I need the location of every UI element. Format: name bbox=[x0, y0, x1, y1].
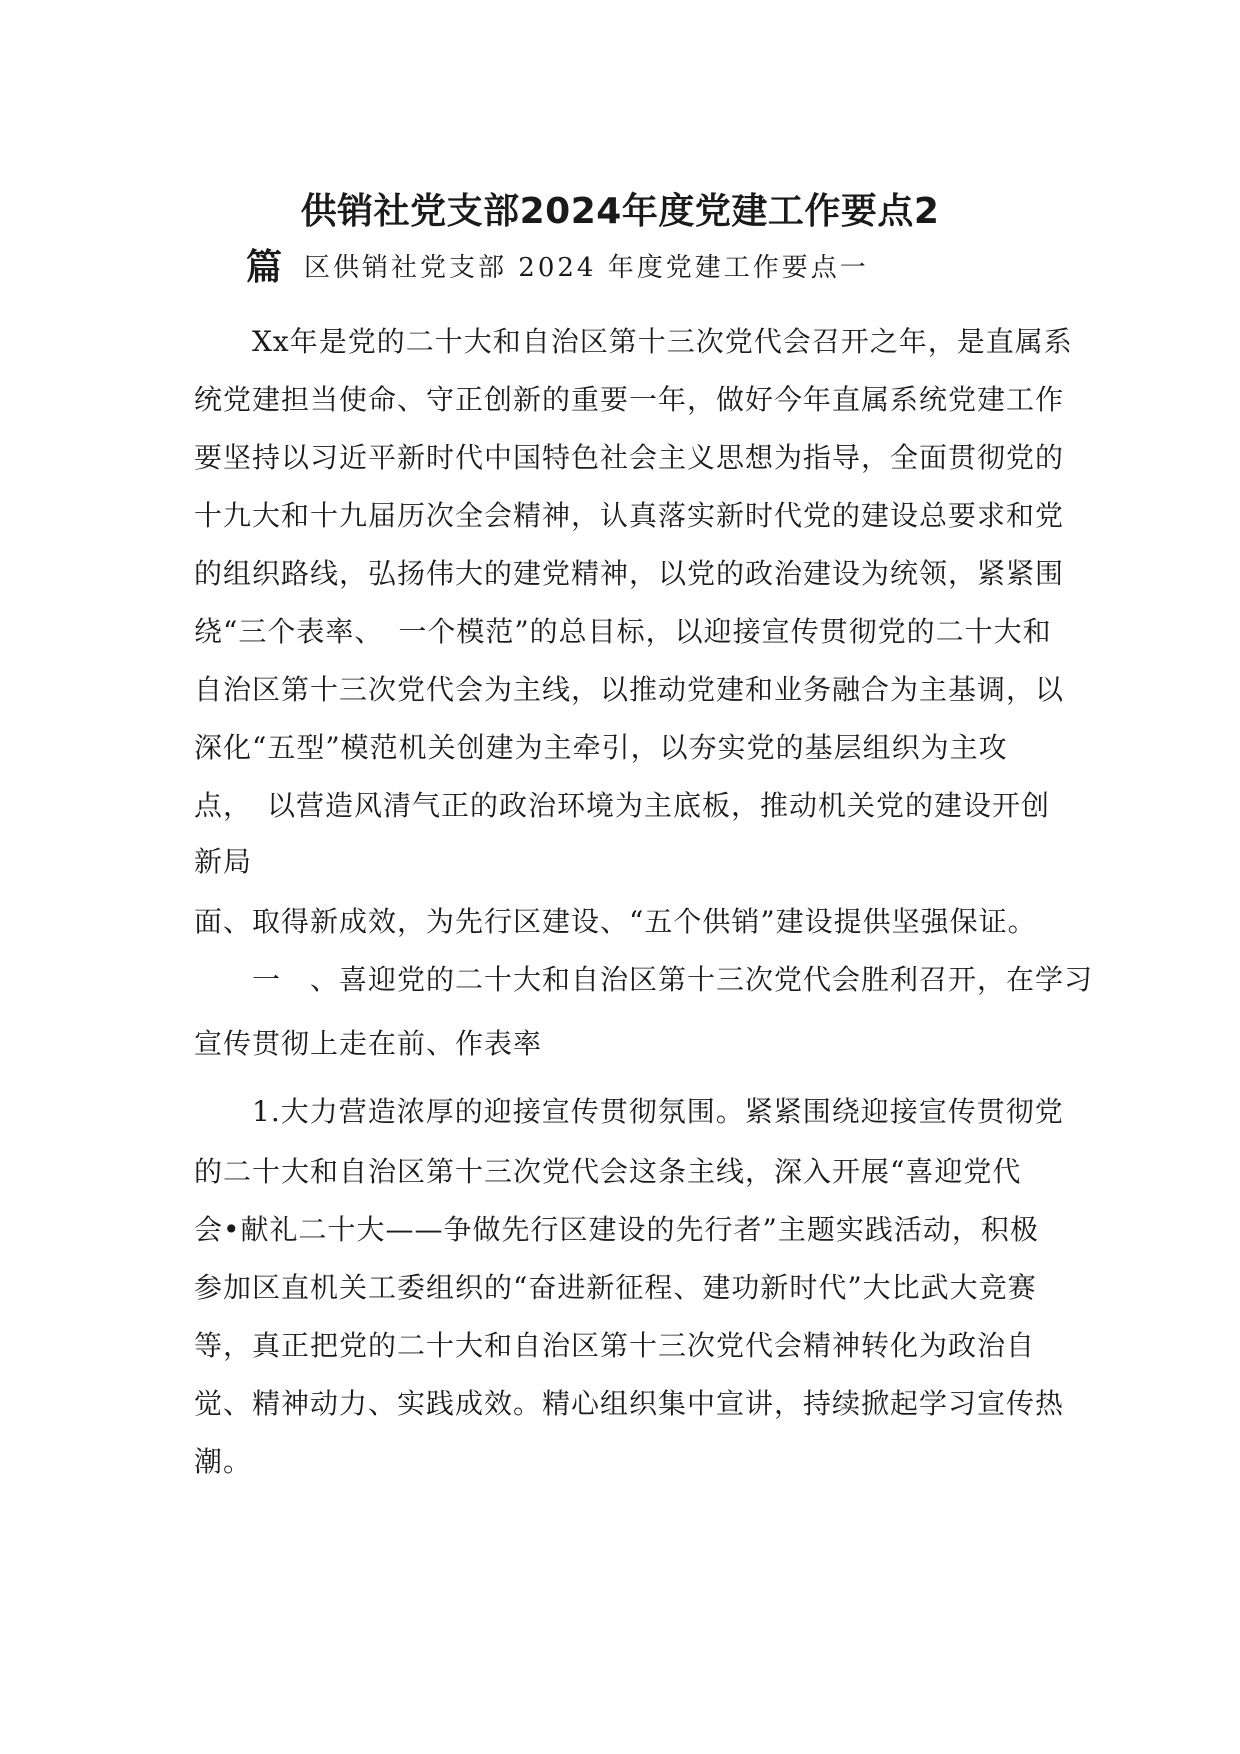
body-line-18: 等，真正把党的二十大和自治区第十三次党代会精神转化为政治自 bbox=[194, 1329, 1036, 1362]
body-line-19: 觉、精神动力、实践成效。精心组织集中宣讲，持续掀起学习宣传热 bbox=[194, 1387, 1065, 1420]
body-line-17: 参加区直机关工委组织的“奋进新征程、建功新时代”大比武大竞赛 bbox=[194, 1271, 1037, 1304]
body-line-11: 面、取得新成效，为先行区建设、“五个供销”建设提供坚强保证。 bbox=[194, 905, 1037, 938]
section-heading-1-line-2: 宣传贯彻上走在前、作表率 bbox=[194, 1027, 543, 1060]
subtitle-prefix: 篇 bbox=[246, 247, 283, 288]
body-line-2: 统党建担当使命、守正创新的重要一年，做好今年直属系统党建工作 bbox=[194, 383, 1065, 416]
body-line-3: 要坚持以习近平新时代中国特色社会主义思想为指导，全面贯彻党的 bbox=[194, 441, 1065, 474]
body-line-8: 深化“五型”模范机关创建为主牵引，以夯实党的基层组织为主攻 bbox=[194, 731, 1008, 764]
body-line-10: 新局 bbox=[194, 845, 253, 878]
body-line-1: Xx年是党的二十大和自治区第十三次党代会召开之年，是直属系 bbox=[194, 325, 1073, 358]
section-heading-1-line-1: 一 、喜迎党的二十大和自治区第十三次党代会胜利召开，在学习 bbox=[194, 963, 1094, 996]
body-line-15: 的二十大和自治区第十三次党代会这条主线，深入开展“喜迎党代 bbox=[194, 1155, 1022, 1188]
body-line-6: 绕“三个表率、 一个模范”的总目标，以迎接宣传贯彻党的二十大和 bbox=[194, 615, 1052, 648]
subtitle-row bbox=[246, 242, 869, 294]
body-line-5: 的组织路线，弘扬伟大的建党精神，以党的政治建设为统领，紧紧围 bbox=[194, 557, 1065, 590]
body-line-14: 1.大力营造浓厚的迎接宣传贯彻氛围。紧紧围绕迎接宣传贯彻党 bbox=[194, 1095, 1064, 1128]
body-line-20: 潮。 bbox=[194, 1445, 253, 1478]
body-line-9: 点， 以营造风清气正的政治环境为主底板，推动机关党的建设开创 bbox=[194, 789, 1051, 822]
body-line-16: 会•献礼二十大——争做先行区建设的先行者”主题实践活动，积极 bbox=[194, 1213, 1039, 1246]
subtitle: 区供销社党支部 2024 年度党建工作要点一 bbox=[304, 253, 869, 283]
body-line-7: 自治区第十三次党代会为主线，以推动党建和业务融合为主基调，以 bbox=[194, 673, 1065, 706]
body-line-4: 十九大和十九届历次全会精神，认真落实新时代党的建设总要求和党 bbox=[194, 499, 1065, 532]
document-title: 供销社党支部2024年度党建工作要点2 bbox=[300, 191, 940, 232]
